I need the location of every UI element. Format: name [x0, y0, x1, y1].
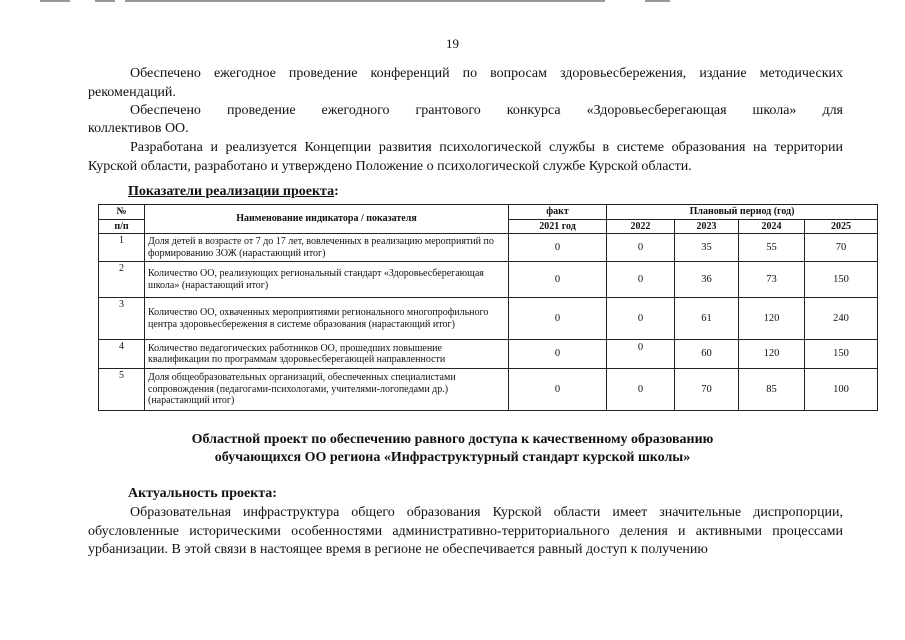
header-fact: факт: [509, 205, 607, 220]
header-number-sub: п/п: [99, 219, 145, 234]
table-row: [99, 234, 878, 262]
value-2024: 73: [739, 262, 805, 298]
project-title-line1: Областной проект по обеспечению равного доступа к качественному образованию: [191, 432, 714, 447]
table-header-row-1: [99, 205, 878, 220]
value-2022: 0: [607, 262, 675, 298]
paragraph-grant-contest-line2: коллективов ОО.: [88, 121, 189, 136]
paragraph-grant-contest-line1: Обеспечено проведение ежегодного грантового конкурса «Здоровьесберегающая школа» для: [130, 103, 843, 118]
indicators-heading-colon: :: [334, 184, 339, 199]
indicators-heading: [128, 184, 339, 200]
value-2023: 36: [675, 262, 739, 298]
value-2024: 120: [739, 340, 805, 369]
indicators-table: [98, 204, 878, 411]
value-2023: 35: [675, 234, 739, 262]
value-2025: 100: [805, 369, 878, 411]
indicator-name: Количество педагогических работников ОО, прошедших повышение квалификации по программам здоровьесберегающей направленности: [145, 340, 509, 369]
fact-value: 0: [509, 340, 607, 369]
row-number: 3: [99, 298, 145, 340]
value-2025: 240: [805, 298, 878, 340]
paragraph-relevance: Образовательная инфраструктура общего образования Курской области имеет значительные диспропорции, обусловленные историческими особенностями административно-территориального деления и активными процессами урбанизации. В этой связи в настоящее время в регионе не обеспечивается равный доступ к получению: [88, 505, 843, 557]
indicator-name: Доля общеобразовательных организаций, обеспеченных специалистами сопровождения (педагогами-психологами, учителями-логопедами др.) (нарастающий итог): [145, 369, 509, 411]
header-fact-year: 2021 год: [509, 219, 607, 234]
header-planned-period: Плановый период (год): [607, 205, 878, 220]
value-2024: 85: [739, 369, 805, 411]
value-2024: 55: [739, 234, 805, 262]
value-2025: 150: [805, 262, 878, 298]
value-2022: 0: [607, 369, 675, 411]
header-indicator-name: Наименование индикатора / показателя: [145, 205, 509, 234]
value-2025: 70: [805, 234, 878, 262]
relevance-heading: Актуальность проекта:: [128, 486, 277, 501]
header-number: №: [99, 205, 145, 220]
page-number: 19: [446, 36, 459, 51]
header-year-2024: 2024: [739, 219, 805, 234]
table-row: [99, 262, 878, 298]
value-2022: 0: [607, 340, 675, 369]
table-row: [99, 340, 878, 369]
row-number: 4: [99, 340, 145, 369]
fact-value: 0: [509, 298, 607, 340]
value-2025: 150: [805, 340, 878, 369]
value-2024: 120: [739, 298, 805, 340]
fact-value: 0: [509, 262, 607, 298]
header-year-2023: 2023: [675, 219, 739, 234]
header-year-2022: 2022: [607, 219, 675, 234]
value-2023: 61: [675, 298, 739, 340]
value-2022: 0: [607, 298, 675, 340]
row-number: 5: [99, 369, 145, 411]
scan-artifact-top: [0, 0, 905, 3]
paragraph-conferences: Обеспечено ежегодное проведение конференций по вопросам здоровьесбережения, издание методических рекомендаций.: [88, 66, 843, 100]
row-number: 1: [99, 234, 145, 262]
header-year-2025: 2025: [805, 219, 878, 234]
indicator-name: Количество ОО, реализующих региональный стандарт «Здоровьесберегающая школа» (нарастающий итог): [145, 262, 509, 298]
project-title-line2: обучающихся ОО региона «Инфраструктурный стандарт курской школы»: [214, 450, 691, 465]
table-row: [99, 369, 878, 411]
indicator-name: Количество ОО, охваченных мероприятиями регионального многопрофильного центра здоровьесбережения в системе образования (нарастающий итог): [145, 298, 509, 340]
fact-value: 0: [509, 234, 607, 262]
value-2023: 70: [675, 369, 739, 411]
value-2023: 60: [675, 340, 739, 369]
fact-value: 0: [509, 369, 607, 411]
paragraph-psychological-service: Разработана и реализуется Концепции развития психологической службы в системе образования на территории Курской области, разработано и утверждено Положение о психологической службе Курской области.: [88, 140, 843, 174]
row-number: 2: [99, 262, 145, 298]
indicator-name: Доля детей в возрасте от 7 до 17 лет, вовлеченных в реализацию мероприятий по формированию ЗОЖ (нарастающий итог): [145, 234, 509, 262]
indicators-heading-text: Показатели реализации проекта: [128, 184, 335, 199]
value-2022: 0: [607, 234, 675, 262]
table-row: [99, 298, 878, 340]
